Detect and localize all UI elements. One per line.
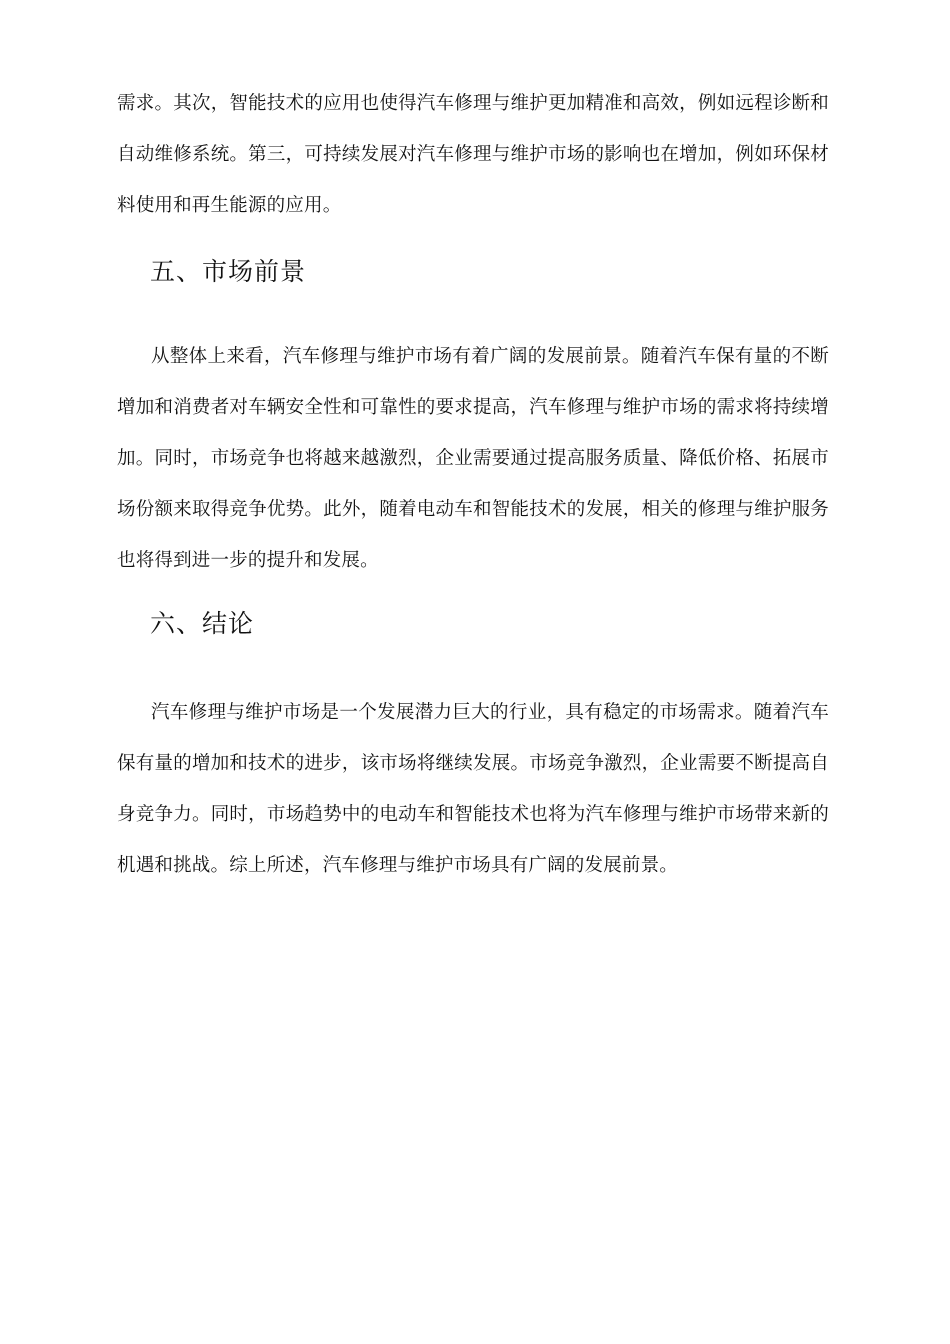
continuation-paragraph: 需求。其次，智能技术的应用也使得汽车修理与维护更加精准和高效，例如远程诊断和自动维修系统。第三，可持续发展对汽车修理与维护市场的影响也在增加，例如环保材料使用和再生能源的应用。: [117, 93, 829, 216]
section-paragraph-market-outlook: 从整体上来看，汽车修理与维护市场有着广阔的发展前景。随着汽车保有量的不断增加和消费者对车辆安全性和可靠性的要求提高，汽车修理与维护市场的需求将持续增加。同时，市场竞争也将越来越激烈，企业需要通过提高服务质量、降低价格、拓展市场份额来取得竞争优势。此外，随着电动车和智能技术的发展，相关的修理与维护服务也将得到进一步的提升和发展。: [117, 346, 829, 571]
section-heading-market-outlook: 五、市场前景: [150, 257, 307, 286]
section-heading-conclusion: 六、结论: [150, 609, 255, 638]
section-paragraph-conclusion: 汽车修理与维护市场是一个发展潜力巨大的行业，具有稳定的市场需求。随着汽车保有量的增加和技术的进步，该市场将继续发展。市场竞争激烈，企业需要不断提高自身竞争力。同时，市场趋势中的电动车和智能技术也将为汽车修理与维护市场带来新的机遇和挑战。综上所述，汽车修理与维护市场具有广阔的发展前景。: [117, 702, 829, 876]
